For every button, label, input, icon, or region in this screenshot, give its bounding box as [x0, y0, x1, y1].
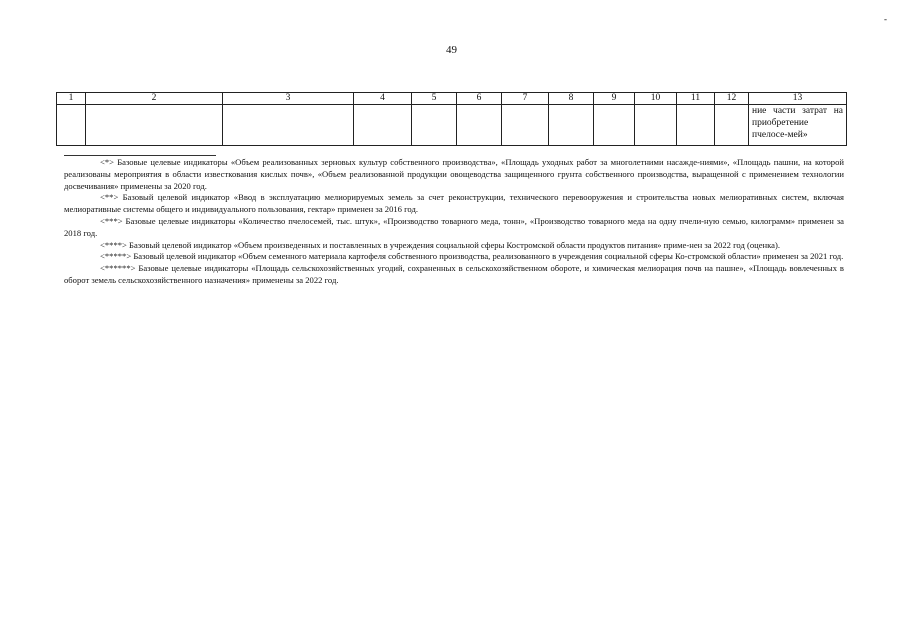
table-cell: [354, 105, 412, 146]
column-number: 8: [549, 93, 594, 105]
table-cell: [594, 105, 635, 146]
table-cell: [412, 105, 457, 146]
table-cell: [635, 105, 677, 146]
column-number: 13: [749, 93, 847, 105]
table-row: [57, 105, 847, 146]
column-number: 9: [594, 93, 635, 105]
footnote-separator: [64, 155, 216, 156]
table-cell: [86, 105, 223, 146]
table-cell: [502, 105, 549, 146]
column-number: 1: [57, 93, 86, 105]
footnote: <****> Базовый целевой индикатор «Объем произведенных и поставленных в учреждения социальной сферы Костромской области продуктов питания» приме-нен за 2022 год (оценка).: [100, 239, 780, 250]
column-number: 11: [677, 93, 715, 105]
column-number: 6: [457, 93, 502, 105]
column-number: 4: [354, 93, 412, 105]
table-cell: [549, 105, 594, 146]
column-number: 5: [412, 93, 457, 105]
table-cell: [715, 105, 749, 146]
table-cell: [677, 105, 715, 146]
footnotes: [64, 157, 844, 287]
column-number-row: [57, 93, 847, 105]
column-number: 12: [715, 93, 749, 105]
corner-mark: -: [884, 14, 887, 24]
footnote: <******> Базовые целевые индикаторы «Площадь сельскохозяйственных угодий, сохраненных в сельскохозяйственном обороте, и химическая мелиорация почв на пашне», «Площадь вовлеченных в оборот земель сельскохозяйственного назначения» применены за 2022 год.: [64, 263, 844, 285]
footnote: <***> Базовые целевые индикаторы «Количество пчелосемей, тыс. штук», «Производство товарного меда, тонн», «Производство товарного меда на одну пчели-ную семью, килограмм» применен за 2018 год.: [64, 215, 844, 238]
table-cell: [57, 105, 86, 146]
column-number: 7: [502, 93, 549, 105]
column-number: 10: [635, 93, 677, 105]
column-number: 3: [223, 93, 354, 105]
table-cell: [457, 105, 502, 146]
table-cell-text: ние части затрат на приобретение пчелосе-мей»: [749, 105, 847, 146]
page-number: 49: [446, 44, 457, 56]
indicator-table: [56, 92, 847, 146]
column-number: 2: [86, 93, 223, 105]
footnote: <*> Базовые целевые индикаторы «Объем реализованных зерновых культур собственного производства», «Площадь уходных работ за многолетними насажде-ниями», «Площадь пашни, на которой реализованы мероприятия в области известкования кислых почв», «Объем реализованной продукции овощеводства защищенного грунта собственного производства, выращенной с применением технологии досвечивания» применены за 2020 год.: [64, 157, 844, 191]
footnote: <**> Базовый целевой индикатор «Ввод в эксплуатацию мелиорируемых земель за счет реконструкции, технического перевооружения и строительства новых мелиоративных систем, включая мелиоративные системы общего и индивидуального пользования, гектар» применен за 2016 год.: [64, 192, 844, 215]
table-cell: [223, 105, 354, 146]
footnote: <*****> Базовый целевой индикатор «Объем семенного материала картофеля собственного производства, реализованного в учреждения социальной сферы Ко-стромской области» применен за 2021 год.: [100, 251, 844, 262]
